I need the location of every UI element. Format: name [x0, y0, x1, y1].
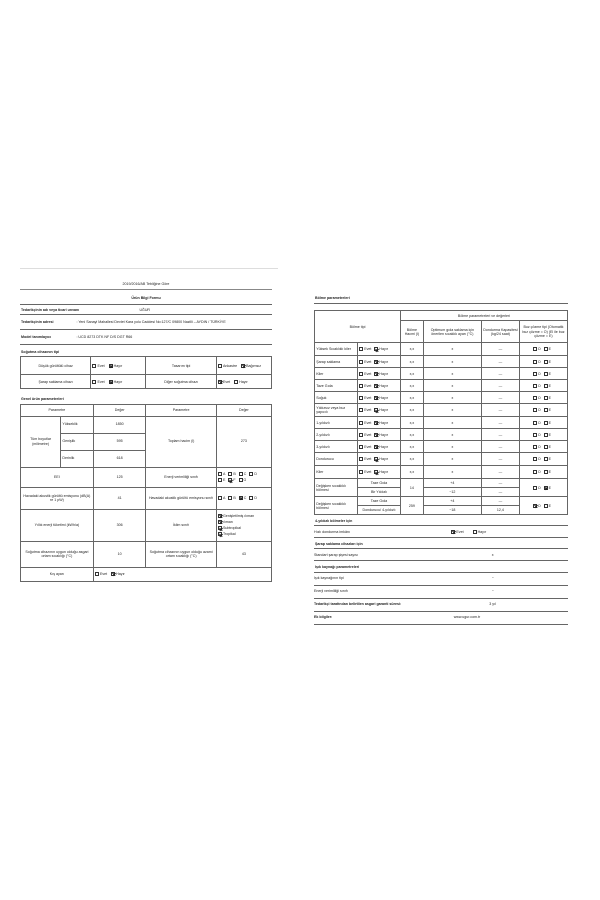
width-value: 595: [93, 433, 146, 450]
free-standing-checkbox[interactable]: [241, 364, 245, 368]
yes-checkbox[interactable]: [359, 470, 363, 474]
wine-count-row: [314, 549, 568, 561]
defrost-auto-checkbox[interactable]: [533, 504, 537, 508]
no-checkbox[interactable]: [374, 384, 378, 388]
table-row: 3-yıldızlı Evet Hayır x,x x — O E: [315, 441, 568, 453]
wine-no-checkbox[interactable]: [109, 380, 113, 384]
eei-label: EEI: [21, 467, 94, 487]
compartment-section-title: Bölme parametreleri: [314, 294, 568, 304]
other-cooling-options: Evet Hayır: [216, 375, 271, 389]
table-row: 1-yıldızlı Evet Hayır x,x x — O E: [315, 417, 568, 429]
total-volume-label: Toplam hacim (l): [146, 416, 216, 467]
fast-freeze-options: Evet Hayır: [433, 530, 568, 534]
noise-class-c-checkbox[interactable]: [239, 496, 243, 500]
climate-temperate-checkbox[interactable]: [218, 520, 222, 524]
defrost-manual-checkbox[interactable]: [544, 384, 548, 388]
defrost-auto-checkbox[interactable]: [533, 470, 537, 474]
left-page: [20, 280, 272, 582]
low-noise-yes-checkbox[interactable]: [92, 364, 96, 368]
eei-value: 125: [93, 467, 146, 487]
table-row: Dondurucu/ 4-yıldızlı −18 12,4: [315, 506, 568, 515]
general-params-table: [20, 404, 272, 582]
compartment-table: [314, 310, 568, 515]
col-param-1: Parametre: [21, 404, 94, 416]
fast-freeze-no-checkbox[interactable]: [473, 530, 477, 534]
col-value-1: Değer: [93, 404, 146, 416]
wine-label: Şarap saklama cihazı: [21, 375, 91, 389]
defrost-auto-checkbox[interactable]: [533, 408, 537, 412]
table-row: Kiler Evet Hayır x,x x — O E: [315, 368, 568, 380]
no-checkbox[interactable]: [374, 457, 378, 461]
energy-class-c-checkbox[interactable]: [239, 472, 243, 476]
supplier-value: UĞUR: [139, 307, 151, 312]
defrost-manual-checkbox[interactable]: [544, 470, 548, 474]
noise-class-d-checkbox[interactable]: [249, 496, 253, 500]
defrost-manual-checkbox[interactable]: [544, 347, 548, 351]
noise-label: Havadaki akustik gürültü emisyonu (dB(A) re 1 pW): [21, 487, 94, 509]
defrost-auto-checkbox[interactable]: [533, 396, 537, 400]
total-volume-value: 273: [216, 416, 271, 467]
wine-count-label: Standart şarap şişesi sayısı: [314, 552, 358, 557]
light-class-label: Enerji verimliliği sınıfı: [314, 589, 348, 594]
params-values-header: Bölme parametreleri ve değerleri: [401, 311, 568, 321]
light-type-row: [314, 573, 568, 586]
climate-options: Genişletilmiş ılıman ılıman Subtropikal Tropikal: [216, 509, 271, 541]
cooling-type-table: [20, 356, 272, 389]
table-row: Değişken sıcaklıklı bölmesi Taze Gıda 14 +4 — O E: [315, 479, 568, 488]
yes-checkbox[interactable]: [359, 457, 363, 461]
width-label: Genişlik: [61, 433, 94, 450]
wine-count-value: x: [491, 552, 494, 557]
right-page: [314, 294, 568, 625]
table-row: Soğuk Evet Hayır x,x x — O E: [315, 392, 568, 404]
no-checkbox[interactable]: [374, 396, 378, 400]
header-note: 2019/2016/AB Tebliğine Göre: [122, 282, 170, 286]
light-type-label: Işık kaynağının tipi: [314, 576, 344, 581]
yes-checkbox[interactable]: [359, 433, 363, 437]
defrost-manual-checkbox[interactable]: [544, 445, 548, 449]
other-cooling-label: Diğer soğutma cihazı: [146, 375, 216, 389]
light-class-value: −: [491, 589, 494, 594]
table-row: Yüksek Sıcaklıklı kiler Evet Hayır x,x x — O E: [315, 343, 568, 356]
form-title: Ürün Bilgi Formu: [20, 291, 272, 305]
table-row: Şarap saklama Evet Hayır x,x x — O E: [315, 356, 568, 368]
fast-freeze-row: [314, 526, 568, 538]
defrost-manual-checkbox[interactable]: [544, 433, 548, 437]
warranty-label: Tedarikçi tarafından belirtilen asgari garanti süresi:: [314, 602, 402, 607]
wine-section-title: Şarap saklama cihazları için: [314, 538, 568, 549]
no-checkbox[interactable]: [374, 372, 378, 376]
address-label: Tedarikçinin adresi: [21, 320, 54, 325]
defrost-auto-checkbox[interactable]: [533, 421, 537, 425]
col-param-2: Parametre: [146, 404, 216, 416]
defrost-auto-checkbox[interactable]: [533, 372, 537, 376]
col-value-2: Değer: [216, 404, 271, 416]
warranty-value: 3 yıl: [489, 602, 496, 607]
general-section-title: Genel ürün parametreleri: [21, 397, 64, 402]
no-checkbox[interactable]: [374, 421, 378, 425]
wine-options: Evet Hayır: [91, 375, 146, 389]
address-row: [20, 315, 272, 330]
table-row: Kiler Evet Hayır x,x x — O E: [315, 466, 568, 479]
model-row: [20, 330, 272, 345]
winter-yes-checkbox[interactable]: [95, 572, 99, 576]
defrost-auto-checkbox[interactable]: [533, 486, 537, 490]
yes-checkbox[interactable]: [359, 396, 363, 400]
winter-label: Kış ayarı: [21, 567, 94, 581]
no-checkbox[interactable]: [374, 470, 378, 474]
table-row: Bir Yıldızlı −12 —: [315, 488, 568, 497]
max-temp-value: 43: [216, 541, 271, 567]
energy-class-d-checkbox[interactable]: [249, 472, 253, 476]
compartment-type-header: Bölme tipi: [315, 311, 401, 343]
winter-options: Evet Hayır: [93, 567, 271, 581]
light-section-title: Işık kaynağı parametreleri: [314, 561, 568, 572]
energy-class-g-checkbox[interactable]: [239, 478, 243, 482]
energy-class-label: Enerji verimliliği sınıfı: [146, 467, 216, 487]
noise-class-a-checkbox[interactable]: [218, 496, 222, 500]
yes-checkbox[interactable]: [359, 445, 363, 449]
energy-class-options: A B C D E F G: [216, 467, 271, 487]
table-row: Taze Gıda Evet Hayır x,x x — O E: [315, 380, 568, 392]
variable-compartment-1-label: Değişken sıcaklıklı bölmesi: [315, 479, 358, 497]
defrost-auto-checkbox[interactable]: [533, 433, 537, 437]
no-checkbox[interactable]: [374, 347, 378, 351]
annual-energy-value: 306: [93, 509, 146, 541]
height-value: 1850: [93, 416, 146, 433]
table-row: Yıldızsız veya buz yapıcılı Evet Hayır x,x x — O E: [315, 404, 568, 417]
low-noise-no-checkbox[interactable]: [109, 364, 113, 368]
min-temp-value: 10: [93, 541, 146, 567]
defrost-manual-checkbox[interactable]: [544, 421, 548, 425]
noise-class-b-checkbox[interactable]: [228, 496, 232, 500]
no-checkbox[interactable]: [374, 408, 378, 412]
variable-compartment-2-label: Değişken sıcaklıklı bölmesi: [315, 497, 358, 515]
freezing-capacity-header: Dondurma Kapasitesi (kg/24 saat): [481, 321, 519, 343]
yes-checkbox[interactable]: [359, 421, 363, 425]
supplier-row: [20, 305, 272, 315]
defrost-auto-checkbox[interactable]: [533, 347, 537, 351]
yes-checkbox[interactable]: [359, 384, 363, 388]
table-row: Değişken sıcaklıklı bölmesi Taze Gıda 259 +4 — O E: [315, 497, 568, 506]
top-divider: [20, 268, 278, 269]
address-value: : Yeni Sanayi Mahallesi Devlet Kara yolu Caddesi No:127/C 09800 Nazilli – AYDIN / TÜRKİYE: [76, 320, 226, 325]
fast-freeze-yes-checkbox[interactable]: [451, 530, 455, 534]
dims-label: Tüm boyutlar (milimetre): [21, 416, 61, 467]
max-temp-label: Soğutma cihazının uygun olduğu azami ortam sıcaklığı (°C): [146, 541, 216, 567]
wine-yes-checkbox[interactable]: [92, 380, 96, 384]
annual-energy-label: Yıllık enerji tüketimi (kWh/a): [21, 509, 94, 541]
noise-class-options: A B C D: [216, 487, 271, 509]
volume-header: Bölme Hacmi (l): [401, 321, 424, 343]
light-type-value: −: [491, 576, 494, 581]
defrost-manual-checkbox[interactable]: [544, 372, 548, 376]
yes-checkbox[interactable]: [359, 408, 363, 412]
other-no-checkbox[interactable]: [234, 380, 238, 384]
energy-class-a-checkbox[interactable]: [218, 472, 222, 476]
noise-class-label: Havadaki akustik gürültü emisyonu sınıfı: [146, 487, 216, 509]
table-row: 2-yıldızlı Evet Hayır x,x x — O E: [315, 429, 568, 441]
energy-class-b-checkbox[interactable]: [228, 472, 232, 476]
energy-class-f-checkbox[interactable]: [228, 478, 232, 482]
no-checkbox[interactable]: [374, 433, 378, 437]
defrost-auto-checkbox[interactable]: [533, 445, 537, 449]
defrost-manual-checkbox[interactable]: [544, 457, 548, 461]
depth-value: 618: [93, 450, 146, 467]
supplier-label: Tedarikçinin adı veya ticari unvanı: [21, 307, 80, 312]
low-noise-options: Evet Hayır: [91, 357, 146, 375]
extra-info-label: Ek bilgiler:: [314, 615, 333, 620]
yes-checkbox[interactable]: [359, 360, 363, 364]
extra-info-link[interactable]: www.ugur.com.tr: [453, 615, 481, 620]
min-temp-label: Soğutma cihazının uygun olduğu asgari ortam sıcaklığı (°C): [21, 541, 94, 567]
climate-tropical-checkbox[interactable]: [218, 532, 222, 536]
defrost-type-header: Buz çözme tipi (Otomatik buz çözme = O) (El ile buz çözme = E): [519, 321, 567, 343]
recommended-temp-header: Optimum gıda saklama için önerilen sıcaklık ayarı (°C): [423, 321, 481, 343]
defrost-manual-checkbox[interactable]: [544, 396, 548, 400]
no-checkbox[interactable]: [374, 360, 378, 364]
no-checkbox[interactable]: [374, 445, 378, 449]
climate-label: İklim sınıfı: [146, 509, 216, 541]
table-row: Dondurucu Evet Hayır x,x x — O E: [315, 453, 568, 466]
climate-subtropical-checkbox[interactable]: [218, 526, 222, 530]
yes-checkbox[interactable]: [359, 347, 363, 351]
yes-checkbox[interactable]: [359, 372, 363, 376]
defrost-auto-checkbox[interactable]: [533, 457, 537, 461]
defrost-manual-checkbox[interactable]: [544, 408, 548, 412]
defrost-auto-checkbox[interactable]: [533, 384, 537, 388]
warranty-row: [314, 599, 568, 612]
cooling-section-title: Soğutma cihazının tipi: [21, 350, 60, 355]
model-value: : UCD 8273 DTK NF D/S DGT R66: [76, 335, 133, 340]
fast-freeze-label: Hızlı dondurma imkânı: [314, 529, 350, 534]
defrost-manual-checkbox[interactable]: [544, 360, 548, 364]
defrost-manual-checkbox[interactable]: [544, 504, 548, 508]
light-class-row: [314, 586, 568, 599]
model-label: Model tanımlayıcı: [21, 335, 51, 340]
four-star-section-title: 4-yıldızlı bölmeler için: [314, 515, 568, 526]
low-noise-label: Düşük gürültülü cihaz: [21, 357, 91, 375]
design-type-label: Tasarım tipi: [146, 357, 216, 375]
energy-class-e-checkbox[interactable]: [218, 478, 222, 482]
other-yes-checkbox[interactable]: [218, 380, 222, 384]
extra-info-row: [314, 612, 568, 625]
defrost-auto-checkbox[interactable]: [533, 360, 537, 364]
climate-extended-temperate-checkbox[interactable]: [218, 514, 222, 518]
noise-value: 41: [93, 487, 146, 509]
design-type-options: Ankastre Bağımsız: [216, 357, 271, 375]
winter-no-checkbox[interactable]: [111, 572, 115, 576]
defrost-manual-checkbox[interactable]: [544, 486, 548, 490]
depth-label: Derinlik: [61, 450, 94, 467]
height-label: Yükseklik: [61, 416, 94, 433]
built-in-checkbox[interactable]: [218, 364, 222, 368]
